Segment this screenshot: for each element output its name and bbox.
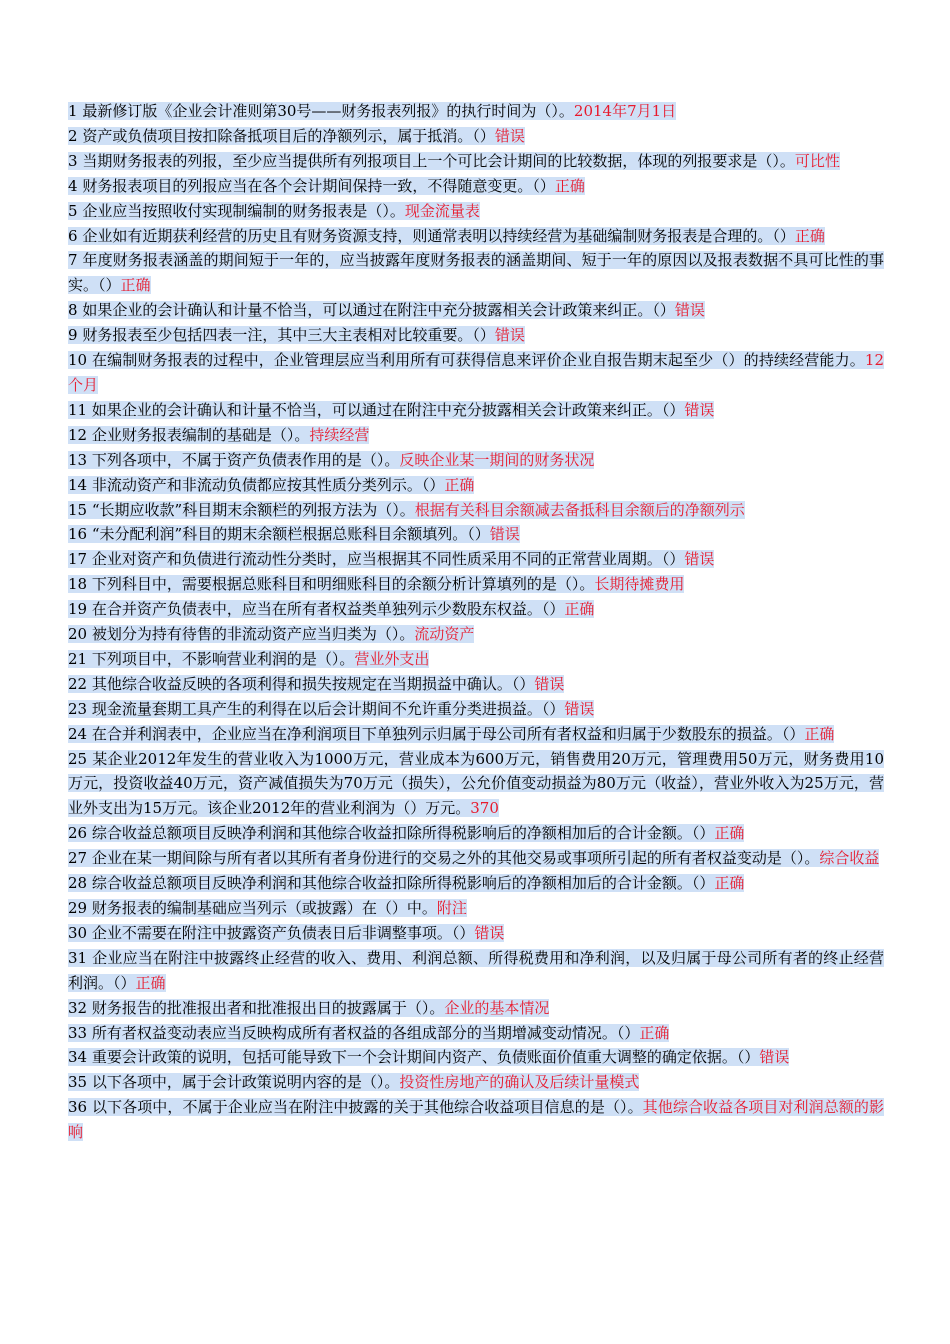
question-number: 22 — [68, 674, 88, 693]
question-text: “长期应收款”科目期末余额栏的列报方法为（）。 — [91, 500, 415, 519]
question-number: 32 — [68, 998, 88, 1017]
question-answer: 2014年7月1日 — [573, 102, 677, 120]
question-text: 非流动资产和非流动负债都应按其性质分类列示。（） — [91, 475, 445, 494]
question-highlight — [68, 874, 744, 892]
question-item — [68, 871, 884, 896]
question-highlight — [68, 152, 840, 170]
question-number: 16 — [68, 525, 88, 544]
question-item — [68, 149, 884, 174]
question-item — [68, 174, 884, 199]
question-item — [68, 622, 884, 647]
question-highlight — [68, 426, 369, 444]
question-number: 21 — [68, 649, 88, 668]
question-item — [68, 473, 884, 498]
question-item — [68, 821, 884, 846]
question-number: 2 — [68, 126, 78, 145]
question-answer: 错误 — [684, 400, 715, 419]
question-number: 7 — [68, 251, 78, 270]
question-number: 20 — [68, 625, 88, 644]
question-highlight — [68, 351, 884, 394]
question-item — [68, 996, 884, 1021]
question-text: 财务报表至少包括四表一注，其中三大主表相对比较重要。（） — [82, 326, 495, 345]
question-number: 15 — [68, 500, 88, 519]
question-number: 30 — [68, 923, 88, 942]
question-highlight — [68, 1098, 884, 1141]
question-item — [68, 1045, 884, 1070]
question-answer: 正确 — [794, 226, 825, 245]
question-answer: 根据有关科目余额减去备抵科目余额后的净额列示 — [414, 500, 745, 519]
question-text: 如果企业的会计确认和计量不恰当，可以通过在附注中充分披露相关会计政策来纠正。（） — [82, 301, 675, 320]
question-highlight — [68, 177, 585, 195]
question-item — [68, 921, 884, 946]
question-answer: 其他综合收益各项目对利润总额的影响 — [68, 1098, 884, 1142]
question-text: 现金流量套期工具产生的利得在以后会计期间不允许重分类进损益。（） — [91, 699, 565, 718]
question-highlight — [68, 401, 714, 419]
question-text: 如果企业的会计确认和计量不恰当，可以通过在附注中充分披露相关会计政策来纠正。（） — [91, 400, 685, 419]
question-number: 1 — [68, 102, 78, 120]
question-highlight — [68, 700, 594, 718]
question-highlight — [68, 301, 705, 319]
question-item — [68, 199, 884, 224]
question-text: 某企业2012年发生的营业收入为1000万元，营业成本为600万元，销售费用20万元，管理费用50万元，财务费用10万元，投资收益40万元，资产减值损失为70万元（损失），公允价值变动损益为80万元（收益），营业外收入为25万元，营业外支出为15万元。该企业2012年的营业利润为（）万元。 — [68, 749, 884, 818]
question-item — [68, 248, 884, 298]
question-item — [68, 423, 884, 448]
question-item — [68, 448, 884, 473]
question-answer: 错误 — [494, 326, 525, 345]
question-number: 24 — [68, 724, 88, 743]
question-number: 23 — [68, 699, 88, 718]
question-text: 下列科目中，需要根据总账科目和明细账科目的余额分析计算填列的是（）。 — [91, 575, 595, 594]
question-item — [68, 522, 884, 547]
question-text: 企业如有近期获利经营的历史且有财务资源支持，则通常表明以持续经营为基础编制财务报表是合理的。（） — [82, 226, 795, 245]
question-number: 17 — [68, 550, 88, 569]
question-answer: 正确 — [135, 973, 166, 992]
question-list — [68, 99, 884, 1145]
question-number: 13 — [68, 450, 88, 469]
question-item — [68, 224, 884, 249]
question-item — [68, 896, 884, 921]
question-answer: 长期待摊费用 — [594, 575, 685, 594]
question-text: 资产或负债项目按扣除备抵项目后的净额列示，属于抵消。（） — [82, 126, 495, 145]
question-highlight — [68, 725, 834, 743]
question-answer: 正确 — [639, 1023, 670, 1042]
question-answer: 370 — [470, 799, 499, 818]
question-text: 财务报表的编制基础应当列示（或披露）在（）中。 — [91, 899, 437, 917]
question-highlight — [68, 650, 429, 668]
question-number: 27 — [68, 849, 88, 868]
question-answer: 正确 — [120, 276, 151, 295]
question-answer: 12个月 — [68, 351, 884, 394]
question-number: 5 — [68, 201, 78, 220]
question-text: 企业不需要在附注中披露资产负债表日后非调整事项。（） — [91, 923, 475, 942]
question-text: 企业对资产和负债进行流动性分类时，应当根据其不同性质采用不同的正常营业周期。（） — [91, 550, 685, 569]
question-number: 31 — [68, 948, 88, 967]
question-text: 在合并利润表中，企业应当在净利润项目下单独列示归属于母公司所有者权益和归属于少数股东的损益。（） — [91, 724, 805, 743]
question-answer: 错误 — [564, 699, 595, 718]
question-text: 当期财务报表的列报，至少应当提供所有列报项目上一个可比会计期间的比较数据，体现的列报要求是（）。 — [82, 151, 795, 170]
question-text: 年度财务报表涵盖的期间短于一年的，应当披露年度财务报表的涵盖期间、短于一年的原因以及报表数据不具可比性的事实。（） — [68, 251, 884, 295]
question-answer: 正确 — [554, 176, 585, 195]
question-highlight — [68, 899, 467, 917]
question-text: 被划分为持有待售的非流动资产应当归类为（）。 — [91, 625, 415, 644]
question-answer: 正确 — [564, 600, 595, 619]
question-item — [68, 946, 884, 996]
question-answer: 正确 — [804, 724, 835, 743]
question-highlight — [68, 824, 744, 842]
question-text: 综合收益总额项目反映净利润和其他综合收益扣除所得税影响后的净额相加后的合计金额。（） — [91, 824, 715, 843]
question-number: 3 — [68, 151, 78, 170]
question-text: 下列项目中，不影响营业利润的是（）。 — [91, 649, 355, 668]
question-highlight — [68, 949, 884, 992]
question-highlight — [68, 326, 525, 344]
question-item — [68, 547, 884, 572]
question-highlight — [68, 924, 504, 942]
question-item — [68, 1070, 884, 1095]
question-answer: 附注 — [436, 899, 467, 917]
question-highlight — [68, 227, 825, 245]
question-number: 25 — [68, 749, 88, 768]
question-item — [68, 572, 884, 597]
question-highlight — [68, 451, 594, 469]
question-item — [68, 398, 884, 423]
question-number: 18 — [68, 575, 88, 594]
question-answer: 综合收益 — [819, 849, 880, 868]
question-answer: 现金流量表 — [404, 201, 480, 220]
question-item — [68, 348, 884, 398]
question-answer: 错误 — [759, 1048, 790, 1067]
question-text: “未分配利润”科目的期末余额栏根据总账科目余额填列。（） — [91, 525, 490, 544]
question-number: 10 — [68, 351, 88, 370]
question-highlight — [68, 501, 745, 519]
question-number: 35 — [68, 1073, 88, 1092]
question-text: 所有者权益变动表应当反映构成所有者权益的各组成部分的当期增减变动情况。（） — [91, 1023, 640, 1042]
question-item — [68, 1021, 884, 1046]
question-number: 26 — [68, 824, 88, 843]
question-number: 12 — [68, 425, 88, 444]
question-highlight — [68, 102, 676, 120]
question-item — [68, 1095, 884, 1145]
question-text: 以下各项中，属于会计政策说明内容的是（）。 — [91, 1073, 400, 1092]
question-highlight — [68, 476, 474, 494]
question-text: 财务报告的批准报出者和批准报出日的披露属于（）。 — [91, 998, 445, 1017]
question-highlight — [68, 750, 884, 818]
question-item — [68, 697, 884, 722]
question-highlight — [68, 575, 684, 593]
question-text: 以下各项中，不属于企业应当在附注中披露的关于其他综合收益项目信息的是（）。 — [91, 1098, 643, 1117]
question-answer: 企业的基本情况 — [444, 998, 550, 1017]
question-number: 9 — [68, 326, 78, 345]
question-answer: 错误 — [534, 674, 565, 693]
question-item — [68, 99, 884, 124]
question-highlight — [68, 550, 714, 568]
question-text: 综合收益总额项目反映净利润和其他综合收益扣除所得税影响后的净额相加后的合计金额。（） — [91, 874, 715, 893]
question-item — [68, 747, 884, 822]
question-item — [68, 846, 884, 871]
question-answer: 反映企业某一期间的财务状况 — [399, 450, 595, 469]
question-item — [68, 672, 884, 697]
question-text: 在编制财务报表的过程中，企业管理层应当利用所有可获得信息来评价企业自报告期末起至少（）的持续经营能力。 — [92, 351, 865, 370]
question-text: 在合并资产负债表中，应当在所有者权益类单独列示少数股东权益。（） — [91, 600, 565, 619]
question-answer: 错误 — [474, 923, 505, 942]
question-item — [68, 498, 884, 523]
question-highlight — [68, 251, 884, 294]
question-text: 企业在某一期间除与所有者以其所有者身份进行的交易之外的其他交易或事项所引起的所有者权益变动是（）。 — [91, 849, 820, 868]
question-item — [68, 124, 884, 149]
question-answer: 投资性房地产的确认及后续计量模式 — [399, 1073, 640, 1092]
question-item — [68, 298, 884, 323]
question-number: 6 — [68, 226, 78, 245]
question-highlight — [68, 1048, 789, 1066]
question-highlight — [68, 600, 594, 618]
question-highlight — [68, 849, 879, 867]
question-text: 企业应当在附注中披露终止经营的收入、费用、利润总额、所得税费用和净利润，以及归属于母公司所有者的终止经营利润。（） — [68, 948, 884, 992]
question-text: 重要会计政策的说明，包括可能导致下一个会计期间内资产、负债账面价值重大调整的确定依据。（） — [91, 1048, 760, 1067]
question-answer: 持续经营 — [309, 425, 370, 444]
question-number: 8 — [68, 301, 78, 320]
question-highlight — [68, 1024, 669, 1042]
question-number: 4 — [68, 176, 78, 195]
question-highlight — [68, 999, 549, 1017]
question-item — [68, 323, 884, 348]
question-number: 14 — [68, 475, 88, 494]
question-number: 28 — [68, 874, 88, 893]
question-text: 其他综合收益反映的各项利得和损失按规定在当期损益中确认。（） — [91, 674, 535, 693]
question-answer: 正确 — [714, 874, 745, 893]
question-answer: 错误 — [494, 126, 525, 145]
question-answer: 可比性 — [794, 151, 840, 170]
question-highlight — [68, 525, 520, 543]
question-answer: 流动资产 — [414, 625, 475, 644]
question-item — [68, 722, 884, 747]
question-number: 34 — [68, 1048, 88, 1067]
question-highlight — [68, 675, 564, 693]
question-highlight — [68, 1073, 639, 1091]
question-answer: 错误 — [674, 301, 705, 320]
question-number: 33 — [68, 1023, 88, 1042]
question-highlight — [68, 202, 480, 220]
question-number: 36 — [68, 1098, 88, 1117]
question-answer: 正确 — [714, 824, 745, 843]
question-answer: 错误 — [684, 550, 715, 569]
question-text: 下列各项中，不属于资产负债表作用的是（）。 — [91, 450, 400, 469]
question-highlight — [68, 127, 525, 145]
question-answer: 正确 — [444, 475, 475, 494]
question-text: 企业应当按照收付实现制编制的财务报表是（）。 — [82, 201, 405, 220]
question-item — [68, 597, 884, 622]
question-answer: 营业外支出 — [354, 649, 430, 668]
question-number: 11 — [68, 400, 88, 419]
question-number: 29 — [68, 899, 88, 917]
question-number: 19 — [68, 600, 88, 619]
question-answer: 错误 — [489, 525, 520, 544]
question-text: 企业财务报表编制的基础是（）。 — [91, 425, 310, 444]
question-item — [68, 647, 884, 672]
question-text: 最新修订版《企业会计准则第30号——财务报表列报》的执行时间为（）。 — [82, 102, 574, 120]
question-highlight — [68, 625, 474, 643]
question-text: 财务报表项目的列报应当在各个会计期间保持一致，不得随意变更。（） — [82, 176, 555, 195]
